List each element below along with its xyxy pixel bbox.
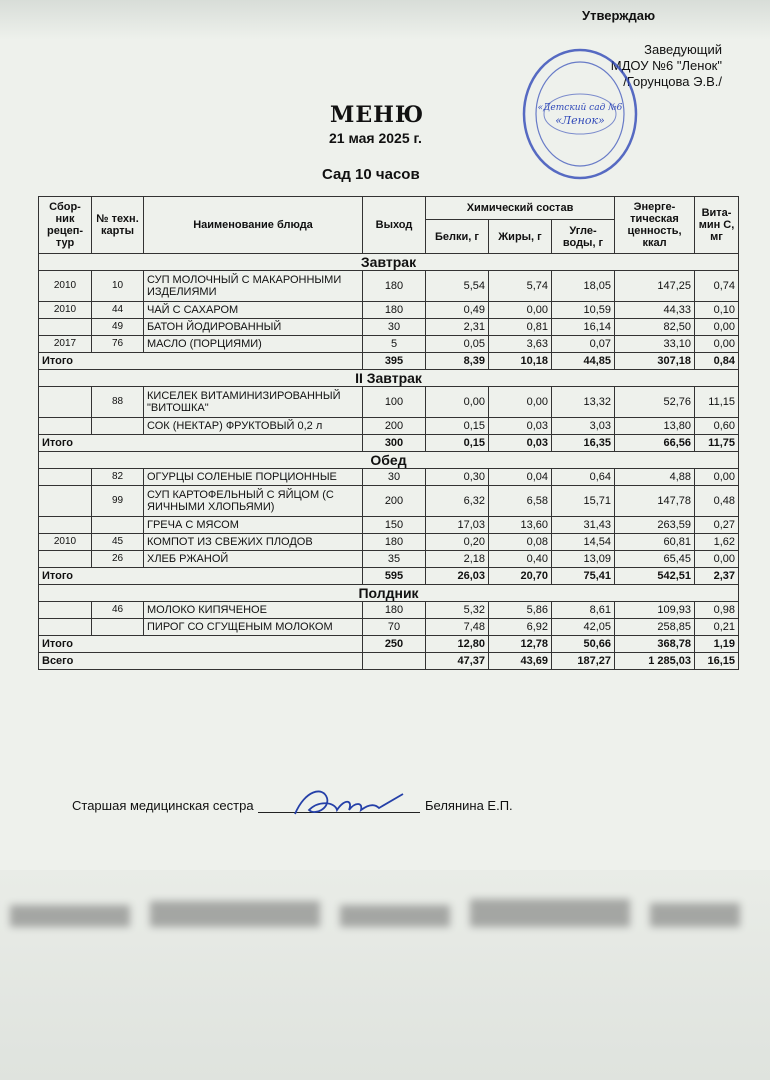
dish-cell: 0,00 [695, 469, 739, 486]
dish-cell: 200 [363, 418, 426, 435]
dish-cell: 30 [363, 319, 426, 336]
dish-cell: ЧАЙ С САХАРОМ [144, 302, 363, 319]
total-cell: 0,03 [489, 435, 552, 452]
official-stamp [520, 44, 640, 184]
dish-cell: 0,81 [489, 319, 552, 336]
dish-cell: 76 [92, 336, 144, 353]
blurred-bleed-through [10, 895, 750, 955]
grand-total-cell: 43,69 [489, 653, 552, 670]
dish-cell [39, 387, 92, 418]
dish-cell: 0,74 [695, 271, 739, 302]
approval-name: /Горунцова Э.В./ [623, 74, 722, 89]
approval-title: Утверждаю [582, 8, 656, 23]
dish-cell: 82,50 [615, 319, 695, 336]
dish-cell: 18,05 [552, 271, 615, 302]
total-cell: 44,85 [552, 353, 615, 370]
dish-cell: 70 [363, 619, 426, 636]
dish-cell: 180 [363, 302, 426, 319]
dish-cell: 100 [363, 387, 426, 418]
total-cell: 300 [363, 435, 426, 452]
section-title: II Завтрак [39, 370, 739, 387]
section-row [39, 254, 739, 271]
col-carbs: Угле-воды, г [552, 220, 615, 254]
dish-cell: 7,48 [426, 619, 489, 636]
dish-cell: 88 [92, 387, 144, 418]
col-dish: Наименование блюда [144, 197, 363, 254]
menu-group: Сад 10 часов [322, 166, 420, 183]
total-row [39, 353, 739, 370]
dish-cell: 2010 [39, 271, 92, 302]
dish-cell: ХЛЕБ РЖАНОЙ [144, 551, 363, 568]
dish-cell: 15,71 [552, 486, 615, 517]
dish-cell: 150 [363, 517, 426, 534]
dish-cell: 82 [92, 469, 144, 486]
section-row [39, 370, 739, 387]
dish-cell: 44 [92, 302, 144, 319]
dish-cell: 0,20 [426, 534, 489, 551]
dish-cell: 60,81 [615, 534, 695, 551]
grand-total-cell: 187,27 [552, 653, 615, 670]
dish-cell: 0,04 [489, 469, 552, 486]
total-row [39, 568, 739, 585]
section-title: Обед [39, 452, 739, 469]
col-chem: Химический состав [426, 197, 615, 220]
dish-row [39, 418, 739, 435]
total-cell: 0,84 [695, 353, 739, 370]
section-title: Завтрак [39, 254, 739, 271]
menu-body [39, 254, 739, 670]
dish-cell: 45 [92, 534, 144, 551]
total-row [39, 636, 739, 653]
dish-cell: 6,58 [489, 486, 552, 517]
dish-cell: БАТОН ЙОДИРОВАННЫЙ [144, 319, 363, 336]
total-cell: 50,66 [552, 636, 615, 653]
total-cell: 8,39 [426, 353, 489, 370]
col-energy: Энерге-тическая ценность, ккал [615, 197, 695, 254]
dish-cell: 5,86 [489, 602, 552, 619]
total-row [39, 435, 739, 452]
dish-cell [39, 602, 92, 619]
dish-row [39, 469, 739, 486]
total-label: Итого [39, 568, 363, 585]
grand-total-cell: 16,15 [695, 653, 739, 670]
section-title: Полдник [39, 585, 739, 602]
dish-cell: 147,25 [615, 271, 695, 302]
dish-cell [92, 619, 144, 636]
total-cell: 12,80 [426, 636, 489, 653]
dish-cell: 0,21 [695, 619, 739, 636]
menu-date: 21 мая 2025 г. [329, 130, 422, 146]
dish-cell: 52,76 [615, 387, 695, 418]
dish-cell: 8,61 [552, 602, 615, 619]
approval-org: МДОУ №6 "Ленок" [610, 58, 722, 73]
dish-cell: 6,92 [489, 619, 552, 636]
dish-cell: 0,00 [695, 336, 739, 353]
total-cell: 368,78 [615, 636, 695, 653]
col-vitamin: Вита-мин С, мг [695, 197, 739, 254]
dish-cell: 1,62 [695, 534, 739, 551]
section-row [39, 585, 739, 602]
nurse-role: Старшая медицинская сестра [72, 798, 254, 813]
grand-total-cell: 47,37 [426, 653, 489, 670]
total-cell: 595 [363, 568, 426, 585]
col-yield: Выход [363, 197, 426, 254]
dish-cell: 33,10 [615, 336, 695, 353]
dish-cell: 0,98 [695, 602, 739, 619]
dish-cell: 2010 [39, 302, 92, 319]
dish-cell: 3,03 [552, 418, 615, 435]
dish-row [39, 271, 739, 302]
grand-total-label: Всего [39, 653, 363, 670]
svg-text:«Детский сад №6: «Детский сад №6 [537, 103, 623, 113]
dish-cell: 180 [363, 271, 426, 302]
dish-row [39, 387, 739, 418]
approval-position: Заведующий [644, 42, 722, 57]
total-cell: 307,18 [615, 353, 695, 370]
dish-cell: 0,64 [552, 469, 615, 486]
dish-cell [39, 486, 92, 517]
dish-cell: 2,18 [426, 551, 489, 568]
total-cell: 0,15 [426, 435, 489, 452]
dish-cell: 0,08 [489, 534, 552, 551]
dish-cell: 5,54 [426, 271, 489, 302]
total-cell: 75,41 [552, 568, 615, 585]
dish-cell [39, 418, 92, 435]
dish-cell: 0,49 [426, 302, 489, 319]
dish-cell: 258,85 [615, 619, 695, 636]
dish-cell: 2010 [39, 534, 92, 551]
dish-cell: 2,31 [426, 319, 489, 336]
dish-cell: 0,48 [695, 486, 739, 517]
dish-cell: СУП КАРТОФЕЛЬНЫЙ С ЯЙЦОМ (С ЯИЧНЫМИ ХЛОПЬЯМИ) [144, 486, 363, 517]
total-cell: 66,56 [615, 435, 695, 452]
svg-text:«Ленок»: «Ленок» [555, 114, 605, 127]
total-cell: 20,70 [489, 568, 552, 585]
dish-cell: 46 [92, 602, 144, 619]
dish-cell [39, 551, 92, 568]
nurse-name: Белянина Е.П. [425, 798, 513, 813]
dish-cell: 109,93 [615, 602, 695, 619]
dish-cell: 0,30 [426, 469, 489, 486]
dish-cell: ГРЕЧА С МЯСОМ [144, 517, 363, 534]
dish-cell: 99 [92, 486, 144, 517]
dish-cell: 13,32 [552, 387, 615, 418]
dish-cell: 0,00 [695, 551, 739, 568]
col-fat: Жиры, г [489, 220, 552, 254]
dish-row [39, 602, 739, 619]
dish-row [39, 619, 739, 636]
dish-row [39, 534, 739, 551]
dish-row [39, 486, 739, 517]
dish-cell: 26 [92, 551, 144, 568]
dish-cell: 17,03 [426, 517, 489, 534]
dish-cell: 14,54 [552, 534, 615, 551]
dish-cell [39, 469, 92, 486]
total-cell: 395 [363, 353, 426, 370]
dish-row [39, 319, 739, 336]
grand-total-cell: 1 285,03 [615, 653, 695, 670]
total-cell: 1,19 [695, 636, 739, 653]
dish-cell: ОГУРЦЫ СОЛЕНЫЕ ПОРЦИОННЫЕ [144, 469, 363, 486]
dish-cell: 147,78 [615, 486, 695, 517]
dish-cell: 2017 [39, 336, 92, 353]
dish-cell: 30 [363, 469, 426, 486]
grand-total-row [39, 653, 739, 670]
total-cell: 12,78 [489, 636, 552, 653]
dish-row [39, 551, 739, 568]
dish-cell: 200 [363, 486, 426, 517]
dish-cell: 35 [363, 551, 426, 568]
section-row [39, 452, 739, 469]
total-label: Итого [39, 353, 363, 370]
dish-cell: 13,60 [489, 517, 552, 534]
dish-cell: 0,00 [489, 302, 552, 319]
dish-cell: 65,45 [615, 551, 695, 568]
dish-cell [39, 517, 92, 534]
dish-cell: 13,09 [552, 551, 615, 568]
col-collection: Сбор-ник рецеп-тур [39, 197, 92, 254]
dish-cell: СУП МОЛОЧНЫЙ С МАКАРОННЫМИ ИЗДЕЛИЯМИ [144, 271, 363, 302]
dish-cell: 0,00 [695, 319, 739, 336]
dish-cell: 4,88 [615, 469, 695, 486]
dish-cell: 0,03 [489, 418, 552, 435]
dish-cell: 0,40 [489, 551, 552, 568]
dish-cell: 10 [92, 271, 144, 302]
dish-cell: 0,00 [489, 387, 552, 418]
total-cell: 10,18 [489, 353, 552, 370]
dish-cell: 0,05 [426, 336, 489, 353]
dish-cell [39, 619, 92, 636]
nurse-signature [275, 780, 415, 825]
dish-cell: 180 [363, 602, 426, 619]
dish-cell: 6,32 [426, 486, 489, 517]
col-protein: Белки, г [426, 220, 489, 254]
dish-cell: 5,32 [426, 602, 489, 619]
dish-cell: ПИРОГ СО СГУЩЕНЫМ МОЛОКОМ [144, 619, 363, 636]
dish-cell: 42,05 [552, 619, 615, 636]
total-cell: 542,51 [615, 568, 695, 585]
dish-cell: 0,10 [695, 302, 739, 319]
dish-cell [92, 517, 144, 534]
total-cell: 11,75 [695, 435, 739, 452]
dish-cell: 44,33 [615, 302, 695, 319]
dish-cell: 0,15 [426, 418, 489, 435]
col-card: № техн. карты [92, 197, 144, 254]
dish-cell: 263,59 [615, 517, 695, 534]
dish-cell: СОК (НЕКТАР) ФРУКТОВЫЙ 0,2 л [144, 418, 363, 435]
dish-cell: КОМПОТ ИЗ СВЕЖИХ ПЛОДОВ [144, 534, 363, 551]
dish-cell: 3,63 [489, 336, 552, 353]
dish-cell: 0,27 [695, 517, 739, 534]
dish-cell: 16,14 [552, 319, 615, 336]
dish-cell: 13,80 [615, 418, 695, 435]
dish-cell: 11,15 [695, 387, 739, 418]
page-title: МЕНЮ [330, 102, 425, 128]
total-cell: 2,37 [695, 568, 739, 585]
dish-cell: 0,60 [695, 418, 739, 435]
total-cell: 26,03 [426, 568, 489, 585]
grand-total-cell [363, 653, 426, 670]
dish-cell: 5,74 [489, 271, 552, 302]
menu-table [38, 196, 739, 670]
total-cell: 250 [363, 636, 426, 653]
dish-row [39, 336, 739, 353]
dish-cell: 31,43 [552, 517, 615, 534]
dish-cell: 49 [92, 319, 144, 336]
dish-cell: 5 [363, 336, 426, 353]
total-label: Итого [39, 636, 363, 653]
dish-cell: КИСЕЛЕК ВИТАМИНИЗИРОВАННЫЙ "ВИТОШКА" [144, 387, 363, 418]
dish-cell: МАСЛО (ПОРЦИЯМИ) [144, 336, 363, 353]
dish-cell [92, 418, 144, 435]
dish-cell: 0,00 [426, 387, 489, 418]
dish-cell [39, 319, 92, 336]
dish-cell: 0,07 [552, 336, 615, 353]
dish-row [39, 517, 739, 534]
dish-cell: 10,59 [552, 302, 615, 319]
total-cell: 16,35 [552, 435, 615, 452]
total-label: Итого [39, 435, 363, 452]
dish-cell: МОЛОКО КИПЯЧЕНОЕ [144, 602, 363, 619]
dish-row [39, 302, 739, 319]
dish-cell: 180 [363, 534, 426, 551]
